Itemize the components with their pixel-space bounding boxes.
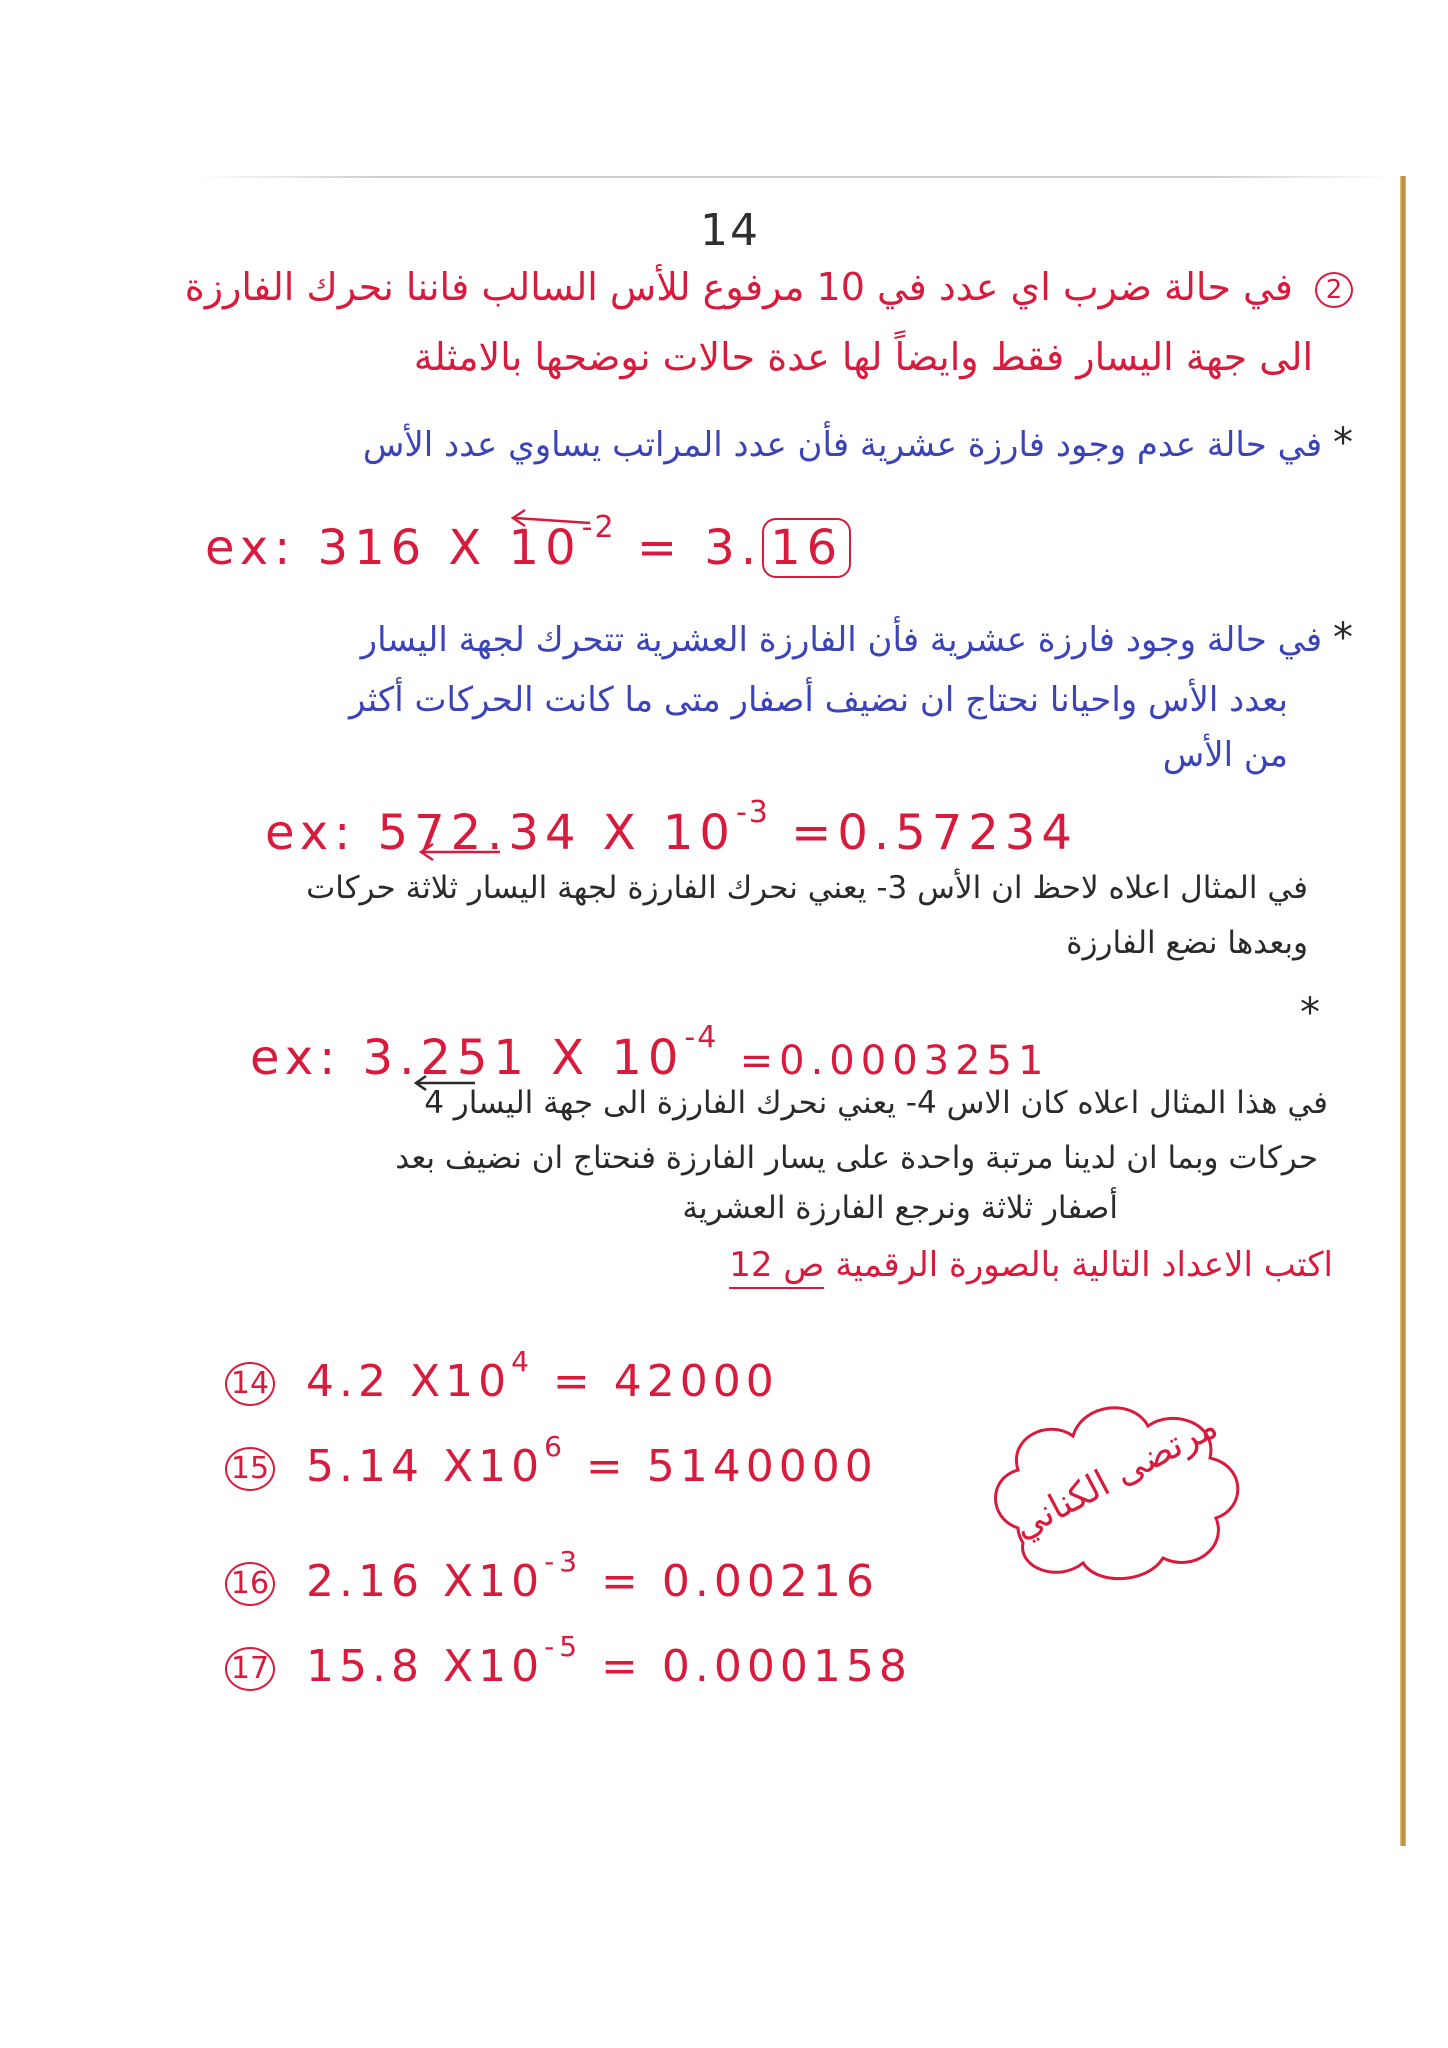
example-3 (250, 1020, 1049, 1086)
page-number: 14 (700, 205, 760, 256)
example-3-star: * (1300, 990, 1320, 1036)
answer-16-number: 16 (225, 1562, 275, 1606)
exercise-page-ref: ص 12 (729, 1245, 824, 1289)
example-3-note-1: في هذا المثال اعلاه كان الاس 4- يعني نحرك الفارزة الى جهة اليسار 4 (424, 1085, 1328, 1121)
answer-16-result: = 0.00216 (601, 1556, 879, 1608)
example-2-arrow-icon (415, 840, 505, 864)
example-3-note-3: أصفار ثلاثة ونرجع الفارزة العشرية (682, 1190, 1118, 1226)
answer-17 (225, 1630, 912, 1692)
example-2 (265, 795, 1078, 861)
signature-text: مرتضى الكناني (1006, 1405, 1225, 1548)
example-3-note-2: حركات وبما ان لدينا مرتبة واحدة على يسار الفارزة فنحتاج ان نضيف بعد (395, 1140, 1318, 1176)
page-top-edge (195, 176, 1395, 178)
answer-17-exponent: -5 (544, 1630, 583, 1663)
example-2-prefix: ex: (265, 805, 357, 861)
answer-16-base: 2.16 X10 (306, 1556, 545, 1608)
case-2-line-3: من الأس (1162, 735, 1288, 775)
answer-15-number: 15 (225, 1447, 275, 1491)
example-1-base: 316 X 10 (317, 520, 582, 576)
example-2-exponent: -3 (735, 795, 770, 830)
answer-17-base: 15.8 X10 (306, 1641, 545, 1693)
answer-15-exponent: 6 (544, 1430, 567, 1463)
binding-edge (1400, 176, 1406, 1846)
example-1-boxed-digits: 16 (762, 518, 851, 578)
example-3-prefix: ex: (250, 1030, 342, 1086)
section-2-text-1: في حالة ضرب اي عدد في 10 مرفوع للأس السالب فاننا نحرك الفارزة (184, 265, 1293, 309)
case-1-text: في حالة عدم وجود فارزة عشرية فأن عدد المراتب يساوي عدد الأس (362, 425, 1323, 465)
example-3-result: =0.0003251 (739, 1038, 1050, 1084)
example-2-base: 572.34 X 10 (377, 805, 736, 861)
case-2-star: * (1333, 615, 1353, 661)
exercise-instruction-line (193, 1245, 1333, 1285)
example-3-base: 3.251 X 10 (362, 1030, 685, 1086)
case-2-text-1: في حالة وجود فارزة عشرية فأن الفارزة العشرية تتحرك لجهة اليسار (360, 620, 1323, 660)
answer-15 (225, 1430, 878, 1492)
answer-14-result: = 42000 (552, 1356, 779, 1408)
answer-16-exponent: -3 (544, 1545, 583, 1578)
answer-17-result: = 0.000158 (601, 1641, 912, 1693)
answer-14-base: 4.2 X10 (306, 1356, 512, 1408)
answer-14-number: 14 (225, 1362, 275, 1406)
answer-15-base: 5.14 X10 (306, 1441, 545, 1493)
example-1-prefix: ex: (205, 520, 297, 576)
answer-17-number: 17 (225, 1647, 275, 1691)
answer-15-result: = 5140000 (585, 1441, 878, 1493)
exercise-instruction: اكتب الاعداد التالية بالصورة الرقمية (835, 1245, 1333, 1285)
answer-14 (225, 1345, 779, 1407)
example-3-exponent: -4 (684, 1020, 719, 1055)
case-1-line (153, 420, 1353, 466)
answer-14-exponent: 4 (511, 1345, 534, 1378)
signature-cloud (978, 1378, 1253, 1598)
section-2-line-2: الى جهة اليسار فقط وايضاً لها عدة حالات نوضحها بالامثلة (413, 335, 1313, 379)
example-2-result: =0.57234 (791, 805, 1078, 861)
example-1-exponent: -2 (581, 510, 616, 545)
example-1-arrow-icon (505, 508, 595, 538)
answer-16 (225, 1545, 879, 1607)
case-2-line-2: بعدد الأس واحيانا نحتاج ان نضيف أصفار متى ما كانت الحركات أكثر (349, 680, 1288, 720)
section-2-line-1 (153, 265, 1353, 309)
example-1-result: = 3. (636, 520, 763, 576)
case-1-star: * (1333, 420, 1353, 466)
example-2-note-2: وبعدها نضع الفارزة (1066, 925, 1308, 961)
case-2-line-1 (153, 615, 1353, 661)
example-2-note-1: في المثال اعلاه لاحظ ان الأس 3- يعني نحرك الفارزة لجهة اليسار ثلاثة حركات (306, 870, 1308, 906)
section-2-number: 2 (1315, 272, 1353, 308)
